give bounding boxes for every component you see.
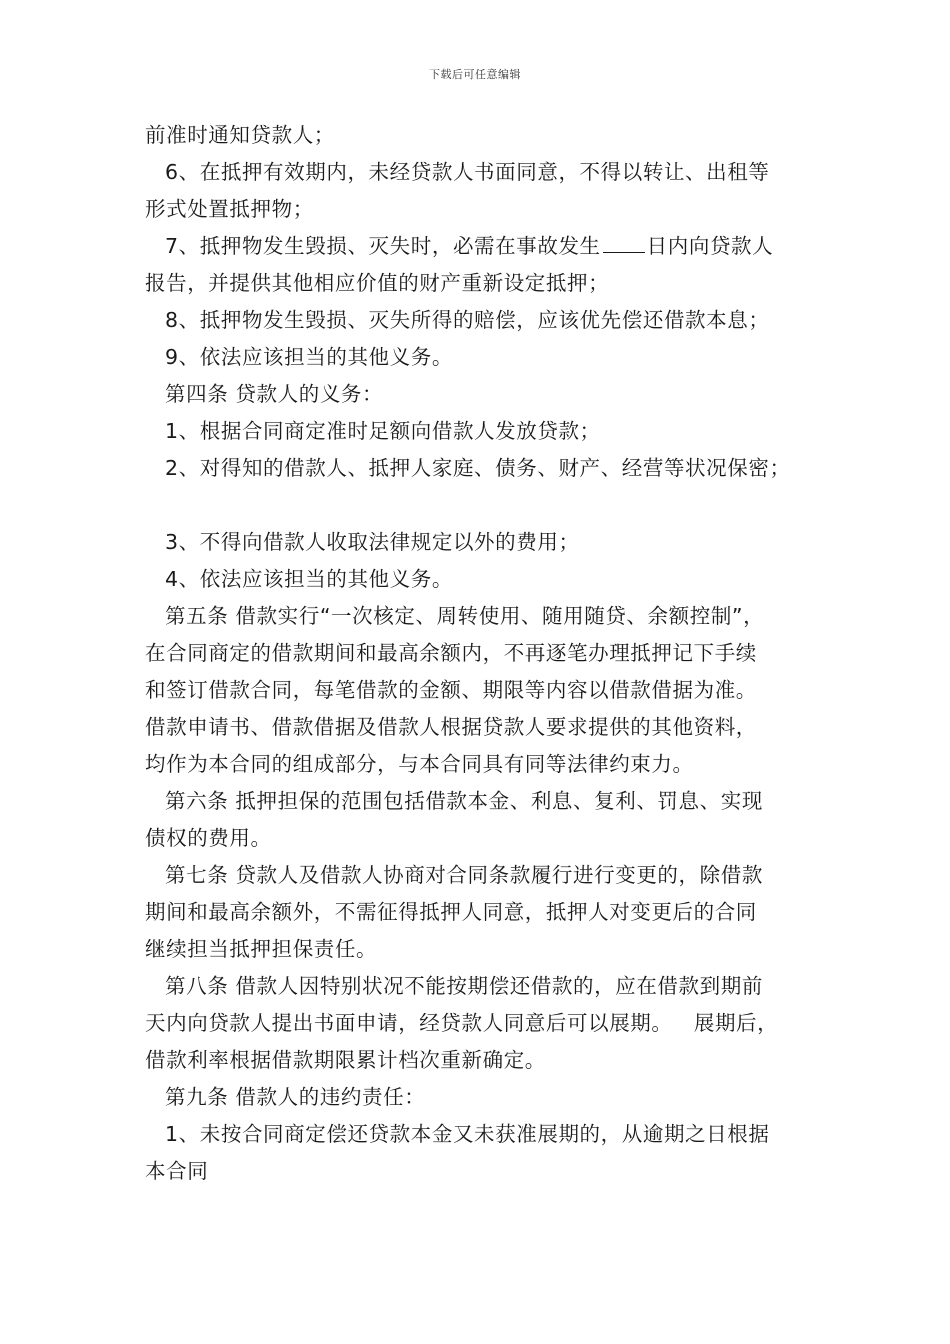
clause8-line2: 天内向贷款人提出书面申请，经贷款人同意后可以展期。 展期后， bbox=[145, 1011, 779, 1035]
clause3-item7-text-a: 7、抵押物发生毁损、灭失时，必需在事故发生 bbox=[165, 234, 601, 258]
clause5-line4: 借款申请书、借款借据及借款人根据贷款人要求提供的其他资料， bbox=[145, 715, 757, 739]
clause4-item2: 2、对得知的借款人、抵押人家庭、债务、财产、经营等状况保密； bbox=[165, 456, 791, 480]
page-header: 下载后可任意编辑 bbox=[429, 68, 521, 81]
clause4-item3: 3、不得向借款人收取法律规定以外的费用； bbox=[165, 530, 580, 554]
clause5-line3: 和签订借款合同，每笔借款的金额、期限等内容以借款借据为准。 bbox=[145, 678, 757, 702]
clause3-item7-line1 bbox=[165, 233, 773, 259]
clause8-line3: 借款利率根据借款期限累计档次重新确定。 bbox=[145, 1048, 546, 1072]
clause9-item1-line1: 1、未按合同商定偿还贷款本金又未获准展期的，从逾期之日根据 bbox=[165, 1122, 770, 1146]
clause9-heading: 第九条 借款人的违约责任： bbox=[165, 1085, 426, 1109]
clause3-item7-line2: 报告，并提供其他相应价值的财产重新设定抵押； bbox=[145, 271, 610, 295]
clause3-item7-text-b: 日内向贷款人 bbox=[646, 234, 774, 258]
clause4-heading: 第四条 贷款人的义务： bbox=[165, 382, 384, 406]
clause3-item9: 9、依法应该担当的其他义务。 bbox=[165, 345, 453, 369]
clause5-line2: 在合同商定的借款期间和最高余额内，不再逐笔办理抵押记下手续 bbox=[145, 641, 757, 665]
clause3-item5-tail: 前准时通知贷款人； bbox=[145, 123, 335, 147]
clause4-item1: 1、根据合同商定准时足额向借款人发放贷款； bbox=[165, 419, 601, 443]
fill-in-blank bbox=[603, 234, 645, 253]
clause6-line2: 债权的费用。 bbox=[145, 826, 272, 850]
clause7-line1: 第七条 贷款人及借款人协商对合同条款履行进行变更的，除借款 bbox=[165, 863, 763, 887]
clause6-line1: 第六条 抵押担保的范围包括借款本金、利息、复利、罚息、实现 bbox=[165, 789, 763, 813]
clause4-item4: 4、依法应该担当的其他义务。 bbox=[165, 567, 453, 591]
clause7-line3: 继续担当抵押担保责任。 bbox=[145, 937, 378, 961]
clause3-item8: 8、抵押物发生毁损、灭失所得的赔偿，应该优先偿还借款本息； bbox=[165, 308, 770, 332]
clause9-item1-line2: 本合同 bbox=[145, 1159, 209, 1183]
clause5-line1: 第五条 借款实行“一次核定、周转使用、随用随贷、余额控制”， bbox=[165, 604, 765, 628]
clause3-item6-line2: 形式处置抵押物； bbox=[145, 197, 314, 221]
clause3-item6-line1: 6、在抵押有效期内，未经贷款人书面同意，不得以转让、出租等 bbox=[165, 160, 770, 184]
clause7-line2: 期间和最高余额外，不需征得抵押人同意，抵押人对变更后的合同 bbox=[145, 900, 757, 924]
clause5-line5: 均作为本合同的组成部分，与本合同具有同等法律约束力。 bbox=[145, 752, 694, 776]
clause8-line1: 第八条 借款人因特别状况不能按期偿还借款的，应在借款到期前 bbox=[165, 974, 763, 998]
